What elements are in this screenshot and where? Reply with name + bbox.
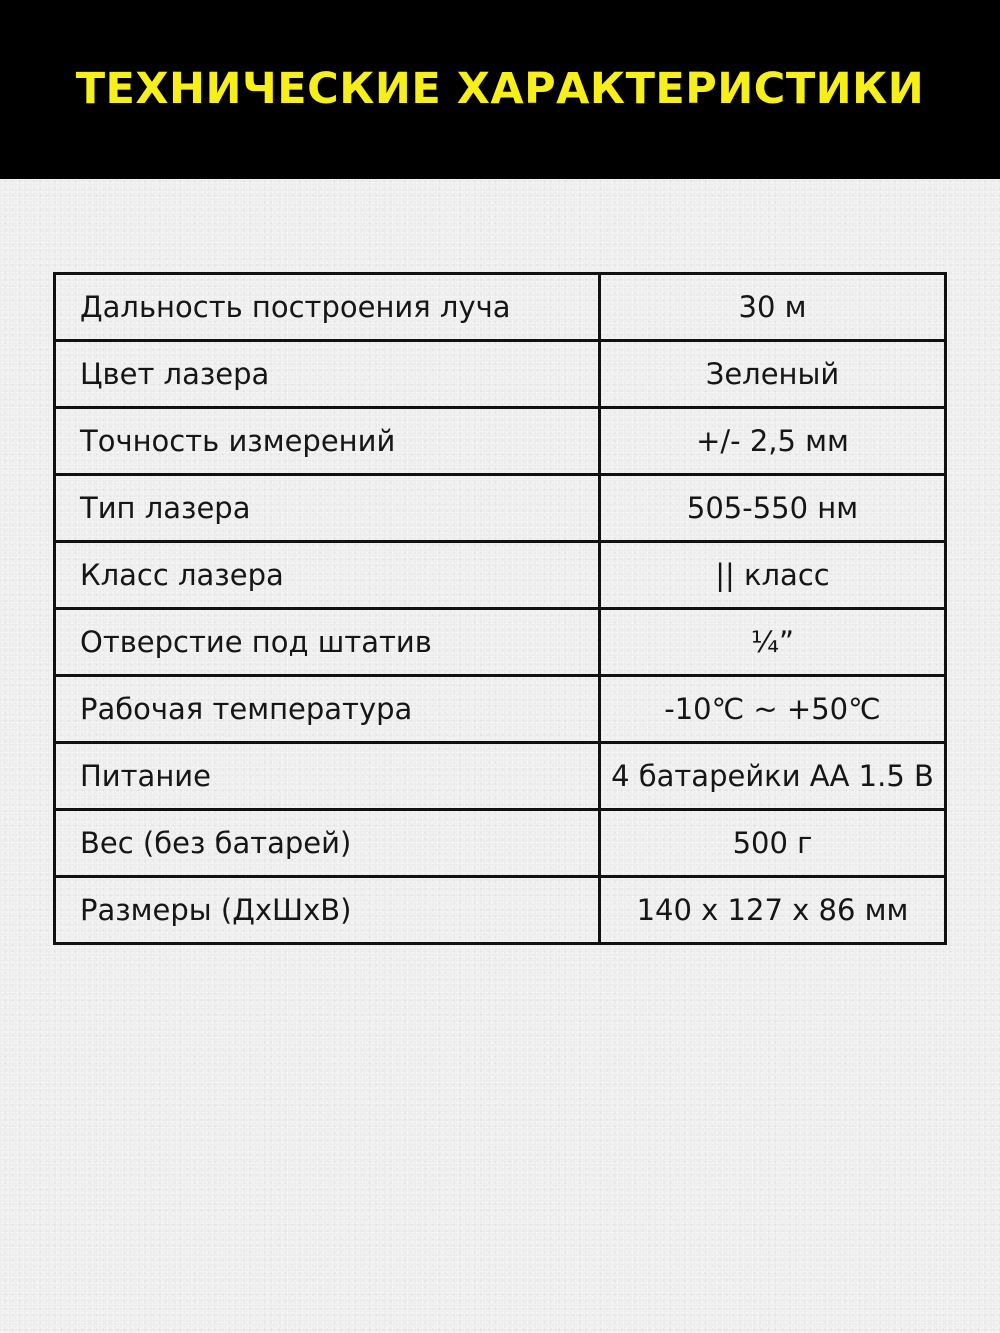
- spec-label: Дальность построения луча: [55, 274, 600, 341]
- spec-value: +/- 2,5 мм: [600, 408, 946, 475]
- spec-label: Отверстие под штатив: [55, 609, 600, 676]
- table-row: [55, 877, 946, 944]
- table-row: [55, 542, 946, 609]
- table-row: [55, 676, 946, 743]
- table-row: [55, 341, 946, 408]
- header-banner: [0, 0, 1000, 179]
- specs-table: [53, 272, 947, 945]
- spec-label: Цвет лазера: [55, 341, 600, 408]
- page-title: ТЕХНИЧЕСКИЕ ХАРАКТЕРИСТИКИ: [75, 63, 925, 114]
- spec-label: Питание: [55, 743, 600, 810]
- spec-value: || класс: [600, 542, 946, 609]
- spec-value: Зеленый: [600, 341, 946, 408]
- table-row: [55, 810, 946, 877]
- table-row: [55, 274, 946, 341]
- table-row: [55, 475, 946, 542]
- spec-value: 30 м: [600, 274, 946, 341]
- table-row: [55, 408, 946, 475]
- spec-label: Рабочая температура: [55, 676, 600, 743]
- spec-value: 140 x 127 x 86 мм: [600, 877, 946, 944]
- spec-value: ¼”: [600, 609, 946, 676]
- spec-value: 500 г: [600, 810, 946, 877]
- spec-label: Тип лазера: [55, 475, 600, 542]
- spec-label: Точность измерений: [55, 408, 600, 475]
- spec-value: 4 батарейки АА 1.5 В: [600, 743, 946, 810]
- spec-value: 505-550 нм: [600, 475, 946, 542]
- spec-value: -10℃ ~ +50℃: [600, 676, 946, 743]
- spec-label: Размеры (ДхШхВ): [55, 877, 600, 944]
- table-row: [55, 609, 946, 676]
- table-row: [55, 743, 946, 810]
- spec-label: Класс лазера: [55, 542, 600, 609]
- spec-label: Вес (без батарей): [55, 810, 600, 877]
